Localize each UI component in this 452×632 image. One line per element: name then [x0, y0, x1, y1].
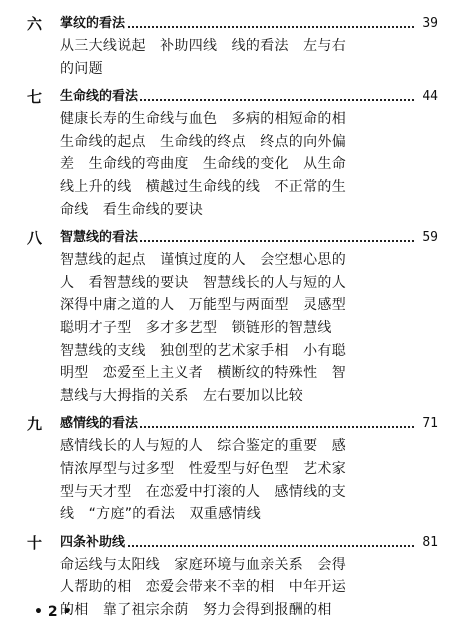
- chapter-subtopics: [60, 35, 360, 80]
- chapter-page-number: 39: [420, 13, 438, 35]
- chapter-page-number: 59: [420, 227, 438, 249]
- subtopic-line: 型与天才型 在恋爱中打滚的人 感情线的支: [60, 483, 346, 500]
- chapter-subtopics: [60, 108, 360, 221]
- chapter-number: 六: [27, 15, 43, 33]
- subtopic-line: 人帮助的相 恋爱会带来不幸的相 中年开运: [60, 579, 346, 596]
- chapter-title: 掌纹的看法: [60, 13, 127, 35]
- subtopic-line: 智慧线的起点 谨慎过度的人 会空想心思的: [60, 252, 346, 269]
- subtopic-line: 命运线与太阳线 家庭环境与血亲关系 会得: [60, 556, 346, 573]
- chapter-title: 四条补助线: [60, 532, 127, 554]
- table-of-contents: [0, 13, 452, 621]
- chapter-heading: [0, 532, 452, 554]
- chapter-entry: [0, 413, 452, 525]
- chapter-number: 十: [27, 533, 43, 552]
- subtopic-line: 情浓厚型与过多型 性爱型与好色型 艺术家: [60, 460, 346, 477]
- subtopic-line: 健康长寿的生命线与血色 多病的相短命的相: [60, 111, 346, 128]
- chapter-page-number: 44: [420, 86, 438, 108]
- chapter-number: 九: [27, 415, 43, 434]
- subtopic-line: 命线 看生命线的要诀: [60, 201, 203, 218]
- subtopic-line: 差 生命线的弯曲度 生命线的变化 从生命: [60, 156, 346, 173]
- chapter-number: 八: [27, 229, 43, 248]
- chapter-heading: [0, 86, 452, 108]
- subtopic-line: 从三大线说起 补助四线 线的看法 左与右: [60, 38, 346, 54]
- chapter-heading: [0, 13, 452, 35]
- chapter-subtopics: [60, 554, 360, 622]
- subtopic-line: 线上升的线 横越过生命线的线 不正常的生: [60, 178, 346, 195]
- subtopic-line: 聪明才子型 多才多艺型 锁链形的智慧线: [60, 319, 332, 336]
- chapter-heading: [0, 413, 452, 435]
- chapter-title: 感情线的看法: [60, 413, 140, 435]
- subtopic-line: 生命线的起点 生命线的终点 终点的向外偏: [60, 133, 346, 150]
- subtopic-line: 明型 恋爱至上主义者 横断纹的特殊性 智: [60, 365, 346, 382]
- subtopic-line: 线 “方庭”的看法 双重感情线: [60, 506, 262, 523]
- chapter-page-number: 81: [420, 532, 438, 554]
- chapter-entry: [0, 86, 452, 221]
- subtopic-line: 感情线长的人与短的人 综合鉴定的重要 感: [60, 438, 346, 455]
- chapter-entry: [0, 13, 452, 80]
- chapter-subtopics: [60, 249, 360, 407]
- chapter-heading: [0, 227, 452, 249]
- subtopic-line: 的问题: [60, 60, 103, 77]
- subtopic-line: 的相 靠了祖宗余荫 努力会得到报酬的相: [60, 601, 332, 618]
- subtopic-line: 人 看智慧线的要诀 智慧线长的人与短的人: [60, 274, 346, 291]
- chapter-entry: [0, 227, 452, 407]
- chapter-number: 七: [27, 88, 43, 107]
- chapter-page-number: 71: [420, 413, 438, 435]
- chapter-title: 智慧线的看法: [60, 227, 140, 249]
- page-number-footer: • 2 •: [34, 604, 72, 620]
- subtopic-line: 智慧线的支线 独创型的艺术家手相 小有聪: [60, 342, 346, 359]
- subtopic-line: 慧线与大拇指的关系 左右要加以比较: [60, 387, 304, 404]
- chapter-title: 生命线的看法: [60, 86, 140, 108]
- chapter-subtopics: [60, 435, 360, 525]
- subtopic-line: 深得中庸之道的人 万能型与两面型 灵感型: [60, 297, 346, 314]
